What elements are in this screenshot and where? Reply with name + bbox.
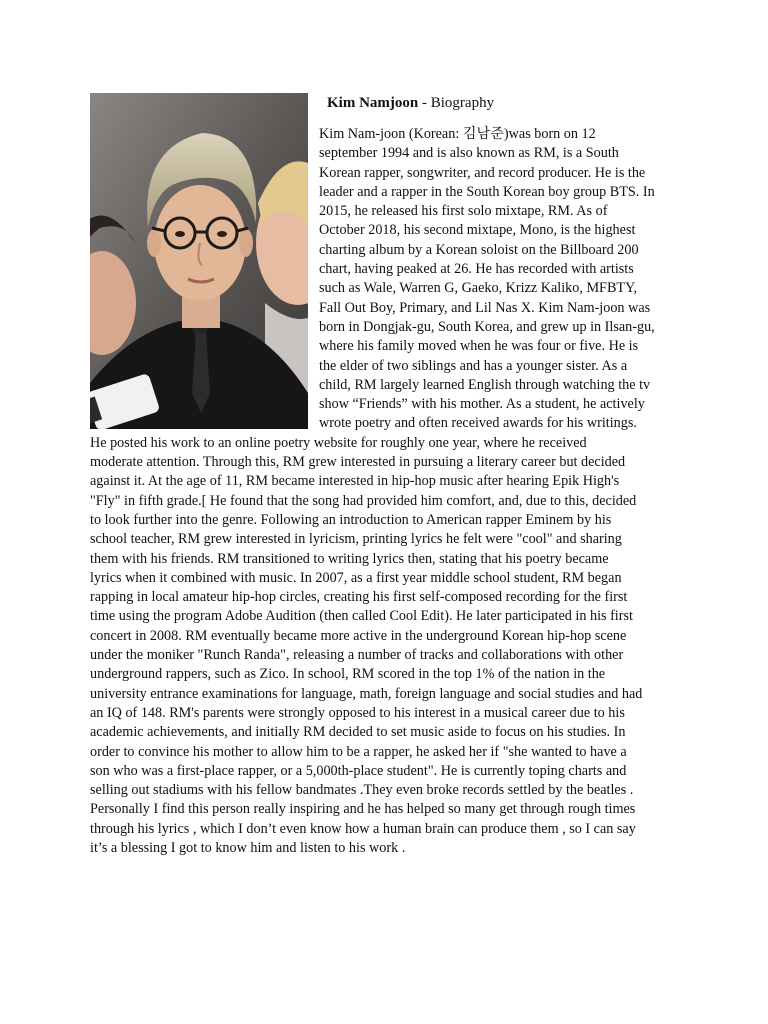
text-line: moderate attention. Through this, RM grew interested in pursuing a literary career but decided	[90, 454, 626, 471]
text-line: Korean rapper, songwriter, and record producer. He is the	[319, 164, 646, 181]
text-line: them with his friends. RM transitioned to writing lyrics then, stating that his poetry became	[90, 550, 609, 567]
text-line: to look further into the genre. Following an introduction to American rapper Eminem by his	[90, 511, 612, 528]
text-line: show “Friends” with his mother. As a student, he actively	[319, 396, 645, 413]
text-line: under the moniker "Runch Randa", releasing a number of tracks and collaborations with other	[90, 647, 624, 664]
text-line: born in Dongjak-gu, South Korea, and grew up in Ilsan-gu,	[319, 318, 655, 335]
text-line: He posted his work to an online poetry website for roughly one year, where he received	[90, 434, 587, 451]
text-line: son who was a first-place rapper, or a 5,000th-place student". He is currently toping charts and	[90, 762, 627, 779]
text-line: charting album by a Korean soloist on the Billboard 200	[319, 241, 639, 258]
text-line: academic achievements, and initially RM decided to set music aside to focus on his studies. In	[90, 724, 626, 741]
text-line: september 1994 and is also known as RM, is a South	[319, 145, 619, 162]
text-line: child, RM largely learned English through watching the tv	[319, 376, 651, 393]
text-line: underground rappers, such as Zico. In school, RM scored in the top 1% of the nation in the	[90, 666, 606, 683]
text-line: time using the program Adobe Audition (then called Cool Edit). He later participated in his first	[90, 608, 633, 625]
biography-text	[90, 125, 680, 858]
text-line: selling out stadiums with his fellow bandmates .They even broke records settled by the beatles .	[90, 782, 634, 799]
document-title	[327, 93, 494, 113]
text-line: Personally I find this person really inspiring and he has helped so many get through rough times	[90, 801, 636, 818]
text-line: order to convince his mother to allow him to be a rapper, he asked her if "she wanted to have a	[90, 743, 627, 760]
text-line: 2015, he released his first solo mixtape, RM. As of	[319, 203, 608, 220]
text-line: concert in 2008. RM eventually became more active in the underground Korean hip-hop scene	[90, 627, 627, 644]
text-line: where his family moved when he was four or five. He is	[319, 338, 639, 355]
text-line: wrote poetry and often received awards for his writings.	[319, 415, 637, 432]
text-line: "Fly" in fifth grade.[ He found that the song had provided him comfort, and, due to this, decided	[90, 492, 637, 509]
text-line: against it. At the age of 11, RM became interested in hip-hop music after hearing Epik High's	[90, 473, 620, 490]
text-line: Fall Out Boy, Primary, and Lil Nas X. Kim Nam-joon was	[319, 299, 651, 316]
title-suffix: - Biography	[418, 95, 495, 111]
text-line: an IQ of 148. RM's parents were strongly opposed to his interest in a musical career due to his	[90, 704, 625, 721]
text-line: such as Wale, Warren G, Gaeko, Krizz Kaliko, MFBTY,	[319, 280, 638, 297]
text-line: Kim Nam-joon (Korean: 김남준)was born on 12	[319, 126, 596, 142]
title-name: Kim Namjoon	[327, 95, 419, 111]
text-line: rapping in local amateur hip-hop circles, creating his first self-composed recording for the first	[90, 589, 628, 606]
text-line: university entrance examinations for language, math, foreign language and social studies and had	[90, 685, 643, 702]
text-line: it’s a blessing I got to know him and listen to his work .	[90, 839, 406, 856]
text-line: the elder of two siblings and has a younger sister. As a	[319, 357, 628, 374]
text-line: school teacher, RM grew interested in lyricism, printing lyrics he felt were "cool" and sharing	[90, 531, 622, 548]
text-line: lyrics when it combined with music. In 2007, as a first year middle school student, RM began	[90, 569, 622, 586]
text-line: leader and a rapper in the South Korean boy group BTS. In	[319, 183, 655, 200]
text-line: through his lyrics , which I don’t even know how a human brain can produce them , so I can say	[90, 820, 636, 837]
text-line: October 2018, his second mixtape, Mono, is the highest	[319, 222, 636, 239]
text-line: chart, having peaked at 26. He has recorded with artists	[319, 261, 634, 278]
